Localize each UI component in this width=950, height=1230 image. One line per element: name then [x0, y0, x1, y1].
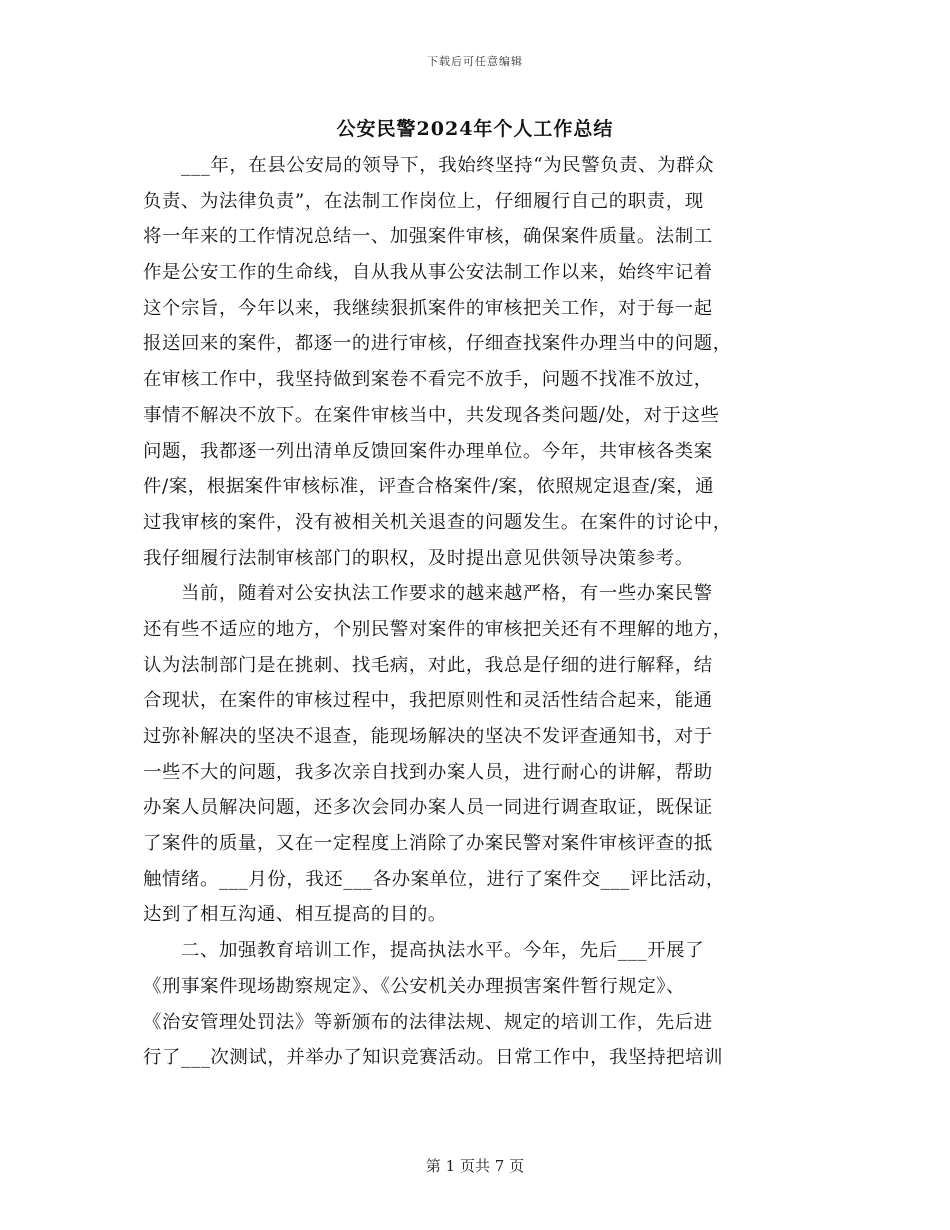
text-line: 当前，随着对公安执法工作要求的越来越严格，有一些办案民警 [143, 583, 713, 605]
text-line: 事情不解决不放下。在案件审核当中，共发现各类问题/处，对于这些 [143, 404, 720, 426]
text-line: 在审核工作中，我坚持做到案卷不看完不放手，问题不找准不放过， [143, 369, 713, 391]
text-line: 《治安管理处罚法》等新颁布的法律法规、规定的培训工作，先后进 [143, 1011, 713, 1033]
text-line: 作是公安工作的生命线，自从我从事公安法制工作以来，始终牢记着 [143, 262, 713, 284]
text-line: 《刑事案件现场勘察规定》、《公安机关办理损害案件暂行规定》、 [143, 975, 686, 997]
text-line: 触情绪。___月份，我还___各办案单位，进行了案件交___评比活动， [143, 868, 725, 890]
text-line: 二、加强教育培训工作，提高执法水平。今年，先后___开展了 [143, 940, 705, 962]
text-line: 负责、为法律负责”，在法制工作岗位上，仔细履行自己的职责，现 [143, 190, 704, 212]
text-line: 了案件的质量，又在一定程度上消除了办案民警对案件审核评查的抵 [143, 833, 713, 855]
text-line: 过我审核的案件，没有被相关机关退查的问题发生。在案件的讨论中， [143, 511, 732, 533]
text-line: 将一年来的工作情况总结一、加强案件审核，确保案件质量。法制工 [143, 226, 713, 248]
text-line: 行了___次测试，并举办了知识竞赛活动。日常工作中，我坚持把培训 [143, 1047, 724, 1069]
text-line: 还有些不适应的地方，个别民警对案件的审核把关还有不理解的地方， [143, 618, 732, 640]
text-line: 办案人员解决问题，还多次会同办案人员一同进行调查取证，既保证 [143, 797, 713, 819]
page-footer: 第 1 页共 7 页 [425, 1157, 525, 1175]
text-line: 一些不大的问题，我多次亲自找到办案人员，进行耐心的讲解，帮助 [143, 761, 713, 783]
document-title: 公安民警2024年个人工作总结 [336, 118, 614, 140]
document-body [143, 148, 807, 1076]
text-line: 认为法制部门是在挑刺、找毛病，对此，我总是仔细的进行解释，结 [143, 654, 713, 676]
text-line: 件/案，根据案件审核标准，评查合格案件/案，依照规定退查/案，通 [143, 476, 715, 498]
text-line: 这个宗旨，今年以来，我继续狠抓案件的审核把关工作，对于每一起 [143, 297, 713, 319]
text-line: 过弥补解决的坚决不退查，能现场解决的坚决不发评查通知书，对于 [143, 726, 713, 747]
text-line: 我仔细履行法制审核部门的职权，及时提出意见供领导决策参考。 [143, 547, 694, 569]
text-line: 问题，我都逐一列出清单反馈回案件办理单位。今年，共审核各类案 [143, 440, 713, 462]
text-line: ___年，在县公安局的领导下，我始终坚持“为民警负责、为群众 [143, 155, 715, 176]
text-line: 合现状，在案件的审核过程中，我把原则性和灵活性结合起来，能通 [143, 690, 713, 712]
header-note: 下载后可任意编辑 [427, 55, 523, 68]
text-line: 达到了相互沟通、相互提高的目的。 [143, 904, 447, 926]
text-line: 报送回来的案件，都逐一的进行审核，仔细查找案件办理当中的问题， [143, 333, 732, 355]
